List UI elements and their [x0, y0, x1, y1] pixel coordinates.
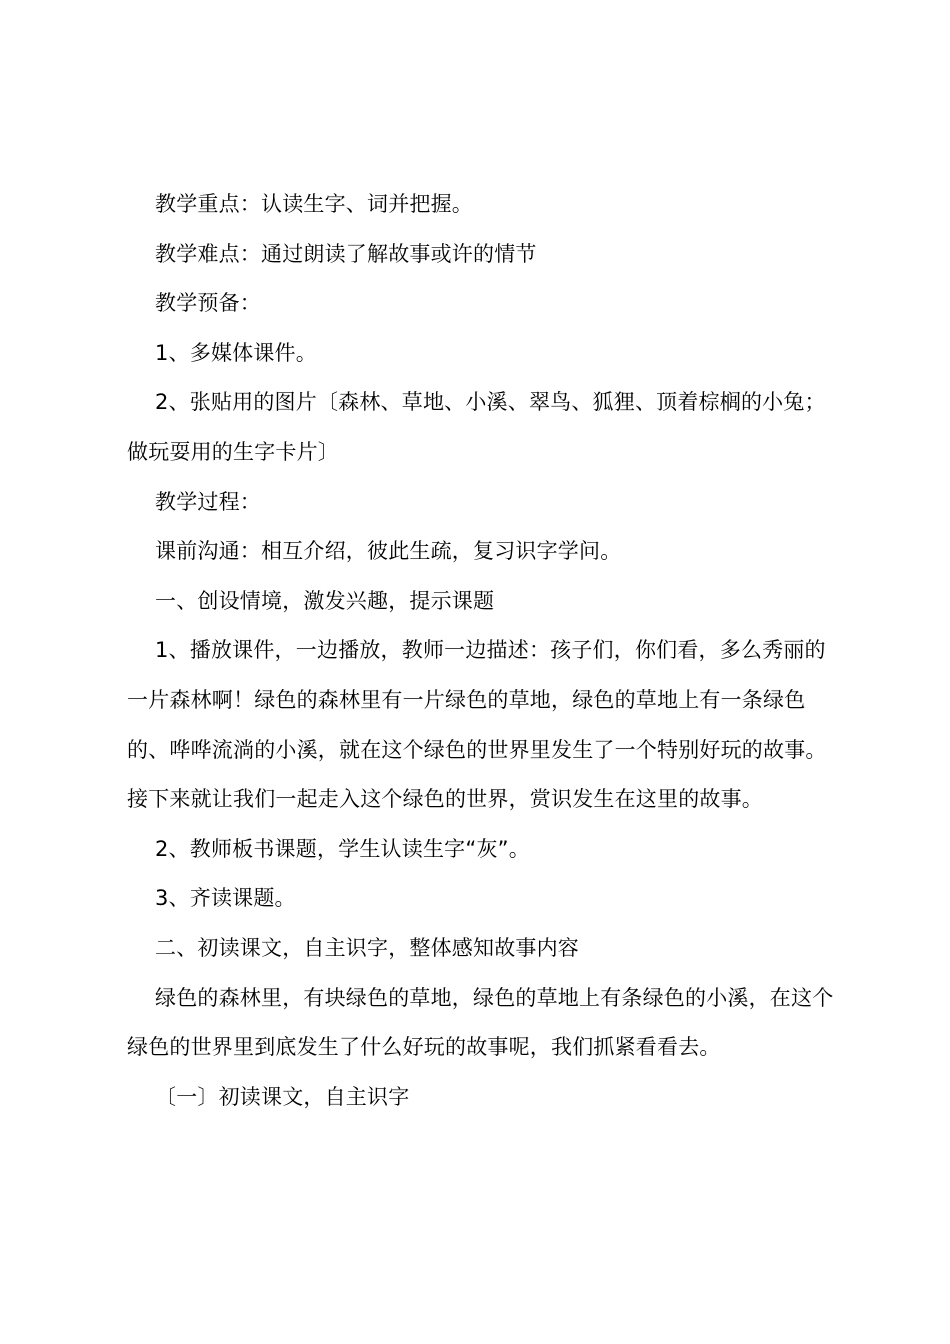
- paragraph-step-1: 1、播放课件，一边播放，教师一边描述：孩子们，你们看，多么秀丽的一片森林啊！绿色的森林里有一片绿色的草地，绿色的草地上有一条绿色的、哗哗流淌的小溪，就在这个绿色的世界里发生了一个特别好玩的故事。接下来就让我们一起走入这个绿色的世界，赏识发生在这里的故事。: [127, 638, 827, 812]
- paragraph-prep-item-1: 1、多媒体课件。: [155, 340, 317, 365]
- paragraph-step-3: 3、齐读课题。: [155, 886, 296, 911]
- paragraph-prep-item-2: 2、张贴用的图片〔森林、草地、小溪、翠鸟、狐狸、顶着棕榈的小兔；做玩耍用的生字卡片〕: [127, 390, 826, 464]
- document-body: [127, 180, 835, 1122]
- section-heading-1: 一、创设情境，激发兴趣，提示课题: [155, 588, 495, 613]
- paragraph-teaching-focus: 教学重点：认读生字、词并把握。: [155, 192, 473, 216]
- paragraph-teaching-process: 教学过程：: [155, 489, 261, 514]
- section-heading-2: 二、初读课文，自主识字，整体感知故事内容: [155, 935, 579, 960]
- paragraph-pre-class: 课前沟通：相互介绍，彼此生疏，复习识字学问。: [155, 539, 622, 564]
- paragraph-teaching-difficulty: 教学难点：通过朗读了解故事或许的情节: [155, 241, 537, 266]
- paragraph-intro: 绿色的森林里，有块绿色的草地，绿色的草地上有条绿色的小溪，在这个绿色的世界里到底发生了什么好玩的故事呢，我们抓紧看看去。: [127, 985, 834, 1060]
- paragraph-step-2: 2、教师板书课题，学生认读生字“灰”。: [155, 836, 530, 861]
- subsection-heading-1: 〔一〕初读课文，自主识字: [155, 1084, 410, 1109]
- paragraph-teaching-preparation: 教学预备：: [155, 291, 261, 316]
